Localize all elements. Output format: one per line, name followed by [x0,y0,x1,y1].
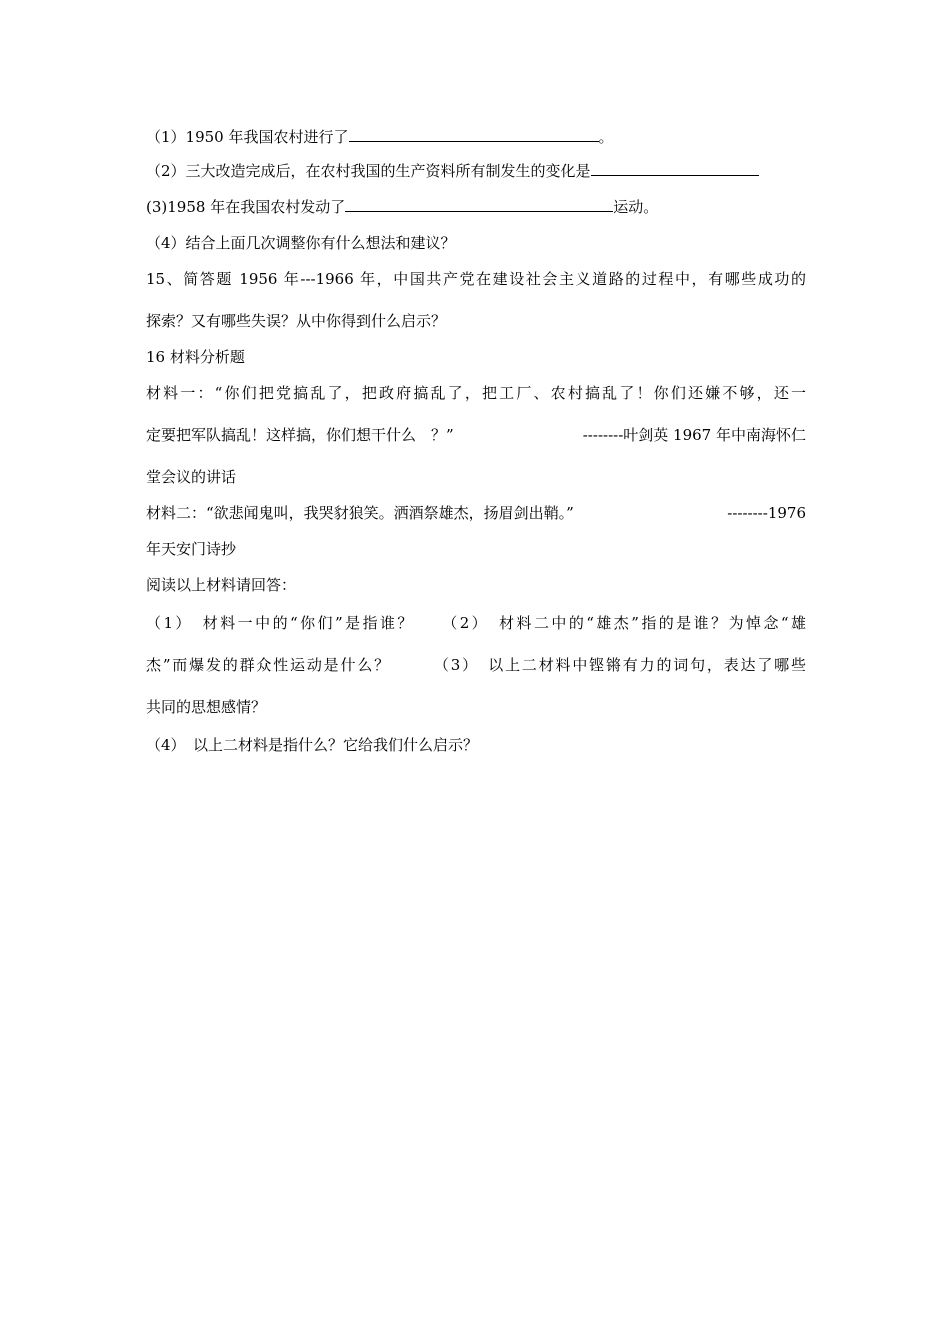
q14-sub4-text: （4）结合上面几次调整你有什么想法和建议？ [146,234,456,252]
q14-sub3 [146,196,806,218]
q16-material2-line2: 年天安门诗抄 [146,540,237,558]
material2-source: --------1976 [727,504,806,522]
answer-blank [345,196,613,212]
q14-sub3-text: (3)1958 年在我国农村发动了 [146,198,346,216]
answer-blank [591,160,759,176]
q14-sub4 [146,232,806,254]
q16-material2-line1 [146,502,806,524]
q14-sub2-text: （2）三大改造完成后，在农村我国的生产资料所有制发生的变化是 [146,162,591,180]
q14-sub1 [146,126,806,148]
material1-quote: 定要把军队搞乱！这样搞，你们想干什么 ？” [146,426,454,444]
material1-source: --------叶剑英 1967 年中南海怀仁 [582,426,806,444]
q16-question-line1: （1） 材料一中的“你们”是指谁？ （2） 材料二中的“雄杰”指的是谁？为悼念“雄 [146,614,806,632]
q16-question-line3: 共同的思想感情？ [146,698,267,716]
q14-sub3-suffix: 运动。 [613,198,659,216]
q16-material1-line3: 堂会议的讲话 [146,468,237,486]
q14-sub2 [146,160,806,182]
q16-question-line4: （4） 以上二材料是指什么？它给我们什么启示？ [146,736,479,754]
document-page [146,126,806,754]
q16-question-line2: 杰”而爆发的群众性运动是什么？ （3） 以上二材料中铿锵有力的词句，表达了哪些 [146,656,806,674]
q16-material1-line1: 材料一：“你们把党搞乱了，把政府搞乱了，把工厂、农村搞乱了！你们还嫌不够，还一 [146,384,806,402]
q14-sub1-text: （1）1950 年我国农村进行了 [146,128,349,146]
q14-sub1-suffix: 。 [598,128,614,146]
q15-line1: 15、简答题 1956 年---1966 年，中国共产党在建设社会主义道路的过程中，有哪些成功的 [146,270,806,288]
q15-line2: 探索？又有哪些失误？从中你得到什么启示？ [146,312,447,330]
q16-prompt: 阅读以上材料请回答： [146,576,297,594]
q16-material1-line2 [146,424,806,446]
answer-blank [349,126,599,142]
q16-heading: 16 材料分析题 [146,348,245,366]
material2-quote: 材料二：“欲悲闻鬼叫，我哭豺狼笑。洒酒祭雄杰，扬眉剑出鞘。” [146,504,574,522]
